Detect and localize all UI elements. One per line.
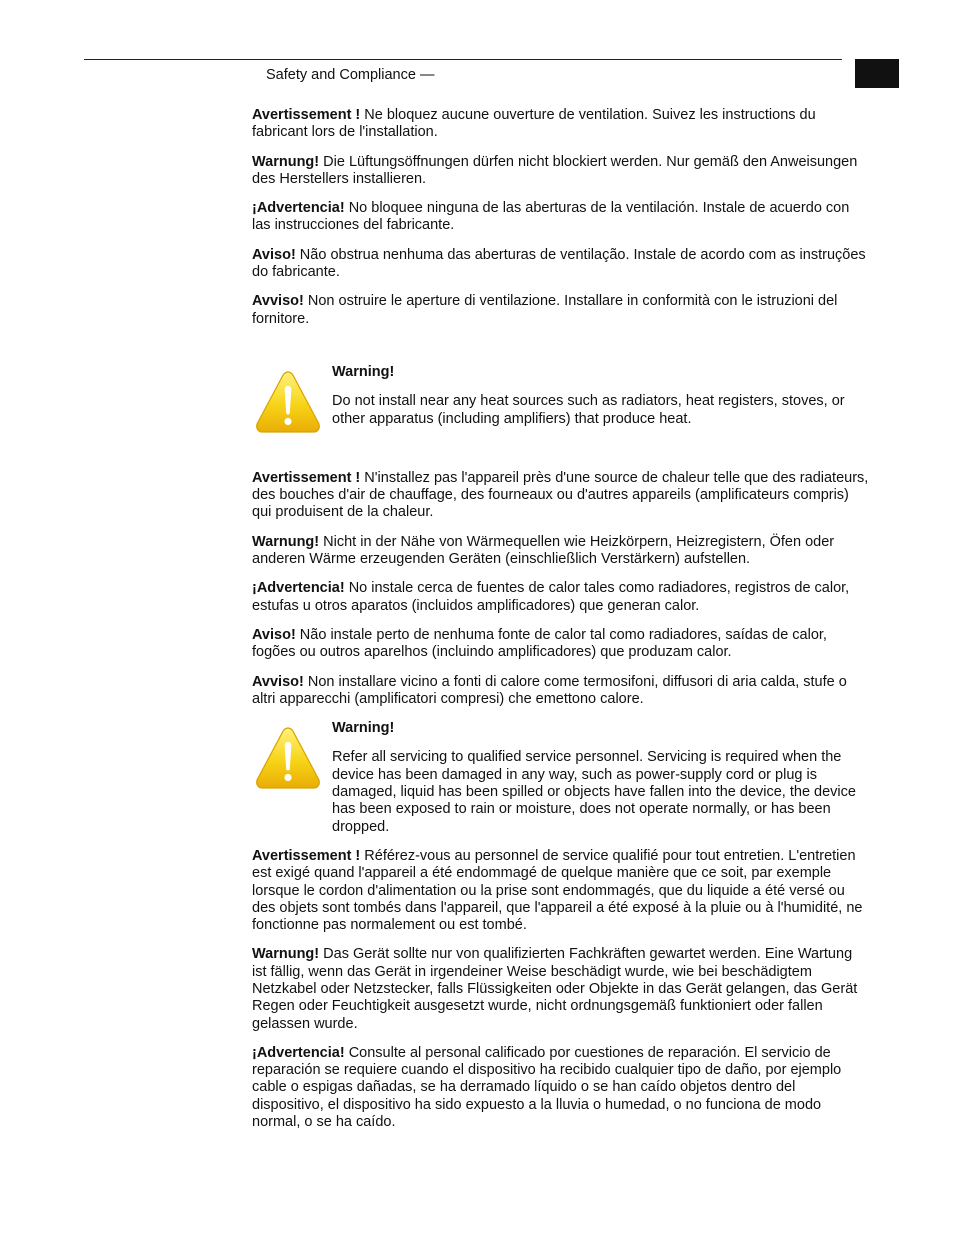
heat-warning-block <box>252 364 870 428</box>
chapter-tab <box>855 59 899 88</box>
paragraph-ventilation-fr <box>252 107 870 142</box>
paragraph-heat-it <box>252 674 870 709</box>
paragraph-text: Ne bloquez aucune ouverture de ventilation. Suivez les instructions du fabricant lors de l'installation. <box>252 107 816 141</box>
lead-label: Warnung! <box>252 153 320 170</box>
paragraph-ventilation-it <box>252 293 870 328</box>
lead-label: ¡Advertencia! <box>252 200 345 217</box>
paragraph-heat-de <box>252 534 870 569</box>
paragraph-text: Référez-vous au personnel de service qualifié pour tout entretien. L'entretien est exigé quand l'appareil a été endommagé de quelque manière que ce soit, par exemple lorsque le cordon d'alimentation ou la prise sont endommagés, que du liquide a été versé ou des objets sont tombés dans l'appareil, que l'appareil a été exposé à la pluie ou à l'humidité, ne fonctionne pas normalement ou est tombé. <box>252 847 863 934</box>
lead-label: Aviso! <box>252 626 296 643</box>
paragraph-heat-fr <box>252 470 870 522</box>
lead-label: Warnung! <box>252 533 320 550</box>
paragraph-text: Não instale perto de nenhuma fonte de calor tal como radiadores, saídas de calor, fogões ou outros aparelhos (incluindo amplificadores) que produzam calor. <box>252 626 827 661</box>
warning-triangle-icon <box>254 368 322 436</box>
paragraph-text: No bloquee ninguna de las aberturas de la ventilación. Instale de acuerdo con las instrucciones del fabricante. <box>252 200 850 234</box>
warning-title: Warning! <box>332 720 395 737</box>
paragraph-text: Non installare vicino a fonti di calore come termosifoni, diffusori di aria calda, stufe o altri apparecchi (amplificatori compresi) che emettono calore. <box>252 673 847 707</box>
lead-label: Avertissement ! <box>252 107 361 123</box>
lead-label: Avviso! <box>252 673 304 690</box>
paragraph-text: Die Lüftungsöffnungen dürfen nicht blockiert werden. Nur gemäß den Anweisungen des Herstellers installieren. <box>252 153 858 187</box>
servicing-warning-block <box>252 720 870 848</box>
paragraph-ventilation-es <box>252 200 870 235</box>
warning-title: Warning! <box>332 363 395 380</box>
document-body <box>252 107 870 1143</box>
running-header: Safety and Compliance — <box>266 67 435 83</box>
lead-label: ¡Advertencia! <box>252 580 345 597</box>
lead-label: Warnung! <box>252 946 320 963</box>
paragraph-ventilation-pt <box>252 247 870 282</box>
paragraph-heat-pt <box>252 627 870 662</box>
paragraph-text: No instale cerca de fuentes de calor tales como radiadores, registros de calor, estufas u otros aparatos (incluidos amplificadores) que generan calor. <box>252 580 850 614</box>
paragraph-text: Não obstrua nenhuma das aberturas de ventilação. Instale de acordo com as instruções do fabricante. <box>252 246 866 281</box>
lead-label: Avertissement ! <box>252 469 361 486</box>
lead-label: Aviso! <box>252 246 296 263</box>
paragraph-ventilation-de <box>252 154 870 189</box>
header-rule <box>84 59 842 60</box>
lead-label: ¡Advertencia! <box>252 1044 345 1061</box>
warning-text: Refer all servicing to qualified service personnel. Servicing is required when the device has been damaged in any way, such as power-supply cord or plug is damaged, liquid has been spilled or objects have fallen into the device, the device has been exposed to rain or moisture, does not operate normally, or has been dropped. <box>332 749 856 835</box>
paragraph-text: Consulte al personal calificado por cuestiones de reparación. El servicio de reparación se requiere cuando el dispositivo ha recibido cualquier tipo de daño, por ejemplo cable o espigas dañadas, se ha derramado líquido o se han caído objetos dentro del dispositivo, el dispositivo ha sido expuesto a la lluvia o humedad, o no funciona de modo normal, o se ha caído. <box>252 1044 842 1131</box>
warning-text: Do not install near any heat sources such as radiators, heat registers, stoves, or other apparatus (including amplifiers) that produce heat. <box>332 393 845 427</box>
warning-triangle-icon <box>254 724 322 792</box>
paragraph-service-de <box>252 946 870 1032</box>
paragraph-text: Non ostruire le aperture di ventilazione. Installare in conformità con le istruzioni del fornitore. <box>252 293 838 327</box>
paragraph-heat-es <box>252 580 870 615</box>
paragraph-service-es <box>252 1045 870 1131</box>
paragraph-text: Das Gerät sollte nur von qualifizierten Fachkräften gewartet werden. Eine Wartung ist fällig, wenn das Gerät in irgendeiner Weise beschädigt wurde, wie bei beschädigtem Netzkabel oder Netzstecker, falls Flüssigkeiten oder Objekte in das Gerät gelangen, das Gerät Regen oder Feuchtigkeit ausgesetzt wurde, nicht ordnungsgemäß funktioniert oder fallen gelassen wurde. <box>252 946 858 1032</box>
lead-label: Avviso! <box>252 293 304 310</box>
paragraph-text: N'installez pas l'appareil près d'une source de chaleur telle que des radiateurs, des bouches d'air de chauffage, des fourneaux ou d'autres appareils (amplificateurs compris) qui produisent de la chaleur. <box>252 469 869 521</box>
paragraph-service-fr <box>252 848 870 934</box>
lead-label: Avertissement ! <box>252 847 361 864</box>
paragraph-text: Nicht in der Nähe von Wärmequellen wie Heizkörpern, Heizregistern, Öfen oder anderen Wärme erzeugenden Geräten (einschließlich Verstärkern) aufstellen. <box>252 533 835 568</box>
